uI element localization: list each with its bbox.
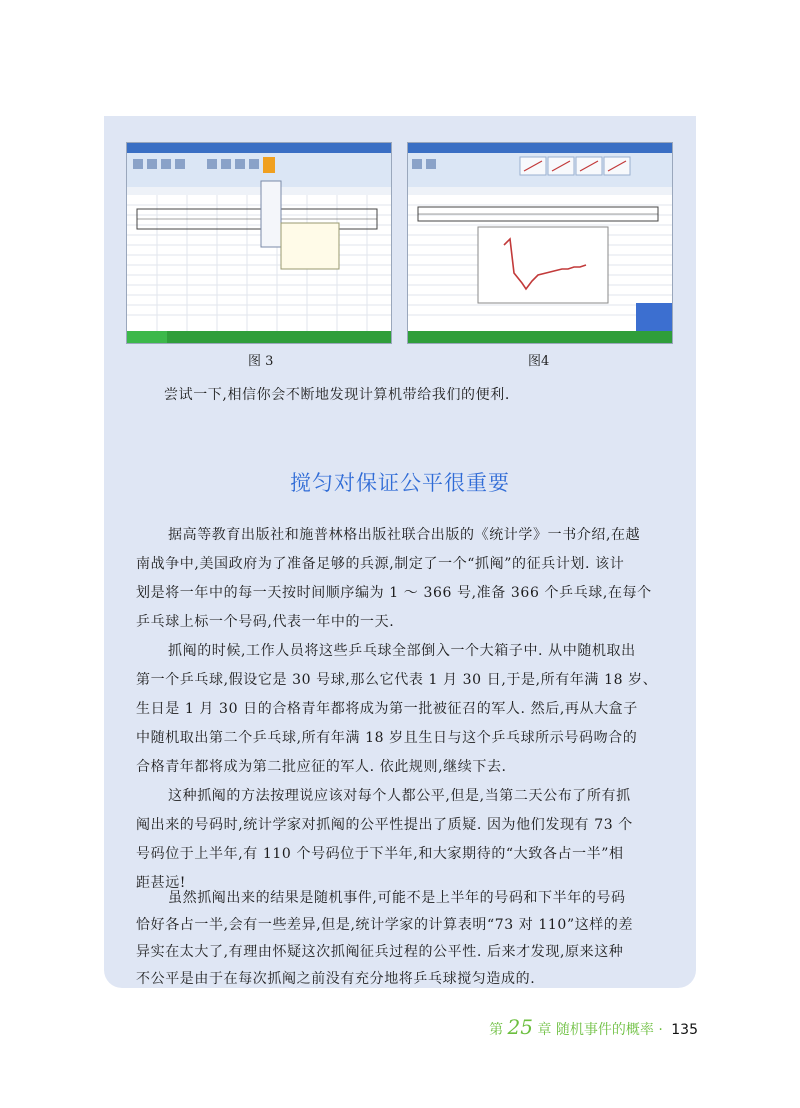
paragraph-4-line-3: 异实在太大了,有理由怀疑这次抓阄征兵过程的公平性. 后来才发现,原来这种: [136, 944, 624, 960]
paragraph-4-line-4: 不公平是由于在每次抓阄之前没有充分地将乒乓球搅匀造成的.: [136, 971, 536, 987]
footer-separator: ·: [658, 1022, 663, 1038]
figure-4-excel-chart-screenshot: [407, 142, 673, 344]
figure-3-excel-screenshot: [126, 142, 392, 344]
figure-4-caption: 图4: [528, 354, 550, 369]
paragraph-2-line-1: 抓阄的时候,工作人员将这些乒乓球全部倒入一个大箱子中. 从中随机取出: [168, 643, 636, 659]
intro-line: 尝试一下,相信你会不断地发现计算机带给我们的便利.: [164, 387, 510, 403]
figure-3-caption: 图 3: [248, 354, 274, 369]
paragraph-1-line-3: 划是将一年中的每一天按时间顺序编为 1 ～ 366 号,准备 366 个乒乓球,在每个: [136, 585, 652, 601]
page-footer: [489, 1015, 698, 1039]
paragraph-1-line-1: 据高等教育出版社和施普林格出版社联合出版的《统计学》一书介绍,在越: [168, 527, 641, 543]
paragraph-4-line-1: 虽然抓阄出来的结果是随机事件,可能不是上半年的号码和下半年的号码: [168, 890, 626, 906]
chapter-label: 第 25 章: [489, 1015, 552, 1039]
page-number: 135: [671, 1022, 698, 1038]
paragraph-2-line-5: 合格青年都将成为第二批应征的军人. 依此规则,继续下去.: [136, 759, 507, 775]
paragraph-2-line-2: 第一个乒乓球,假设它是 30 号球,那么它代表 1 月 30 日,于是,所有年满 18 岁、: [136, 672, 658, 688]
paragraph-2-line-4: 中随机取出第二个乒乓球,所有年满 18 岁且生日与这个乒乓球所示号码吻合的: [136, 730, 638, 746]
paragraph-3-line-2: 阄出来的号码时,统计学家对抓阄的公平性提出了质疑. 因为他们发现有 73 个: [136, 817, 633, 833]
paragraph-1-line-2: 南战争中,美国政府为了准备足够的兵源,制定了一个“抓阄”的征兵计划. 该计: [136, 556, 625, 572]
paragraph-3-line-3: 号码位于上半年,有 110 个号码位于下半年,和大家期待的“大致各占一半”相: [136, 846, 624, 862]
section-title: 搅匀对保证公平很重要: [290, 471, 510, 495]
paragraph-1-line-4: 乒乓球上标一个号码,代表一年中的一天.: [136, 614, 395, 630]
paragraph-3-line-4: 距甚远!: [136, 875, 187, 891]
chapter-title: 随机事件的概率: [555, 1022, 654, 1038]
paragraph-3-line-1: 这种抓阄的方法按理说应该对每个人都公平,但是,当第二天公布了所有抓: [168, 788, 631, 804]
paragraph-4-line-2: 恰好各占一半,会有一些差异,但是,统计学家的计算表明“73 对 110”这样的差: [136, 917, 634, 933]
paragraph-2-line-3: 生日是 1 月 30 日的合格青年都将成为第一批被征召的军人. 然后,再从大盒子: [136, 701, 638, 717]
